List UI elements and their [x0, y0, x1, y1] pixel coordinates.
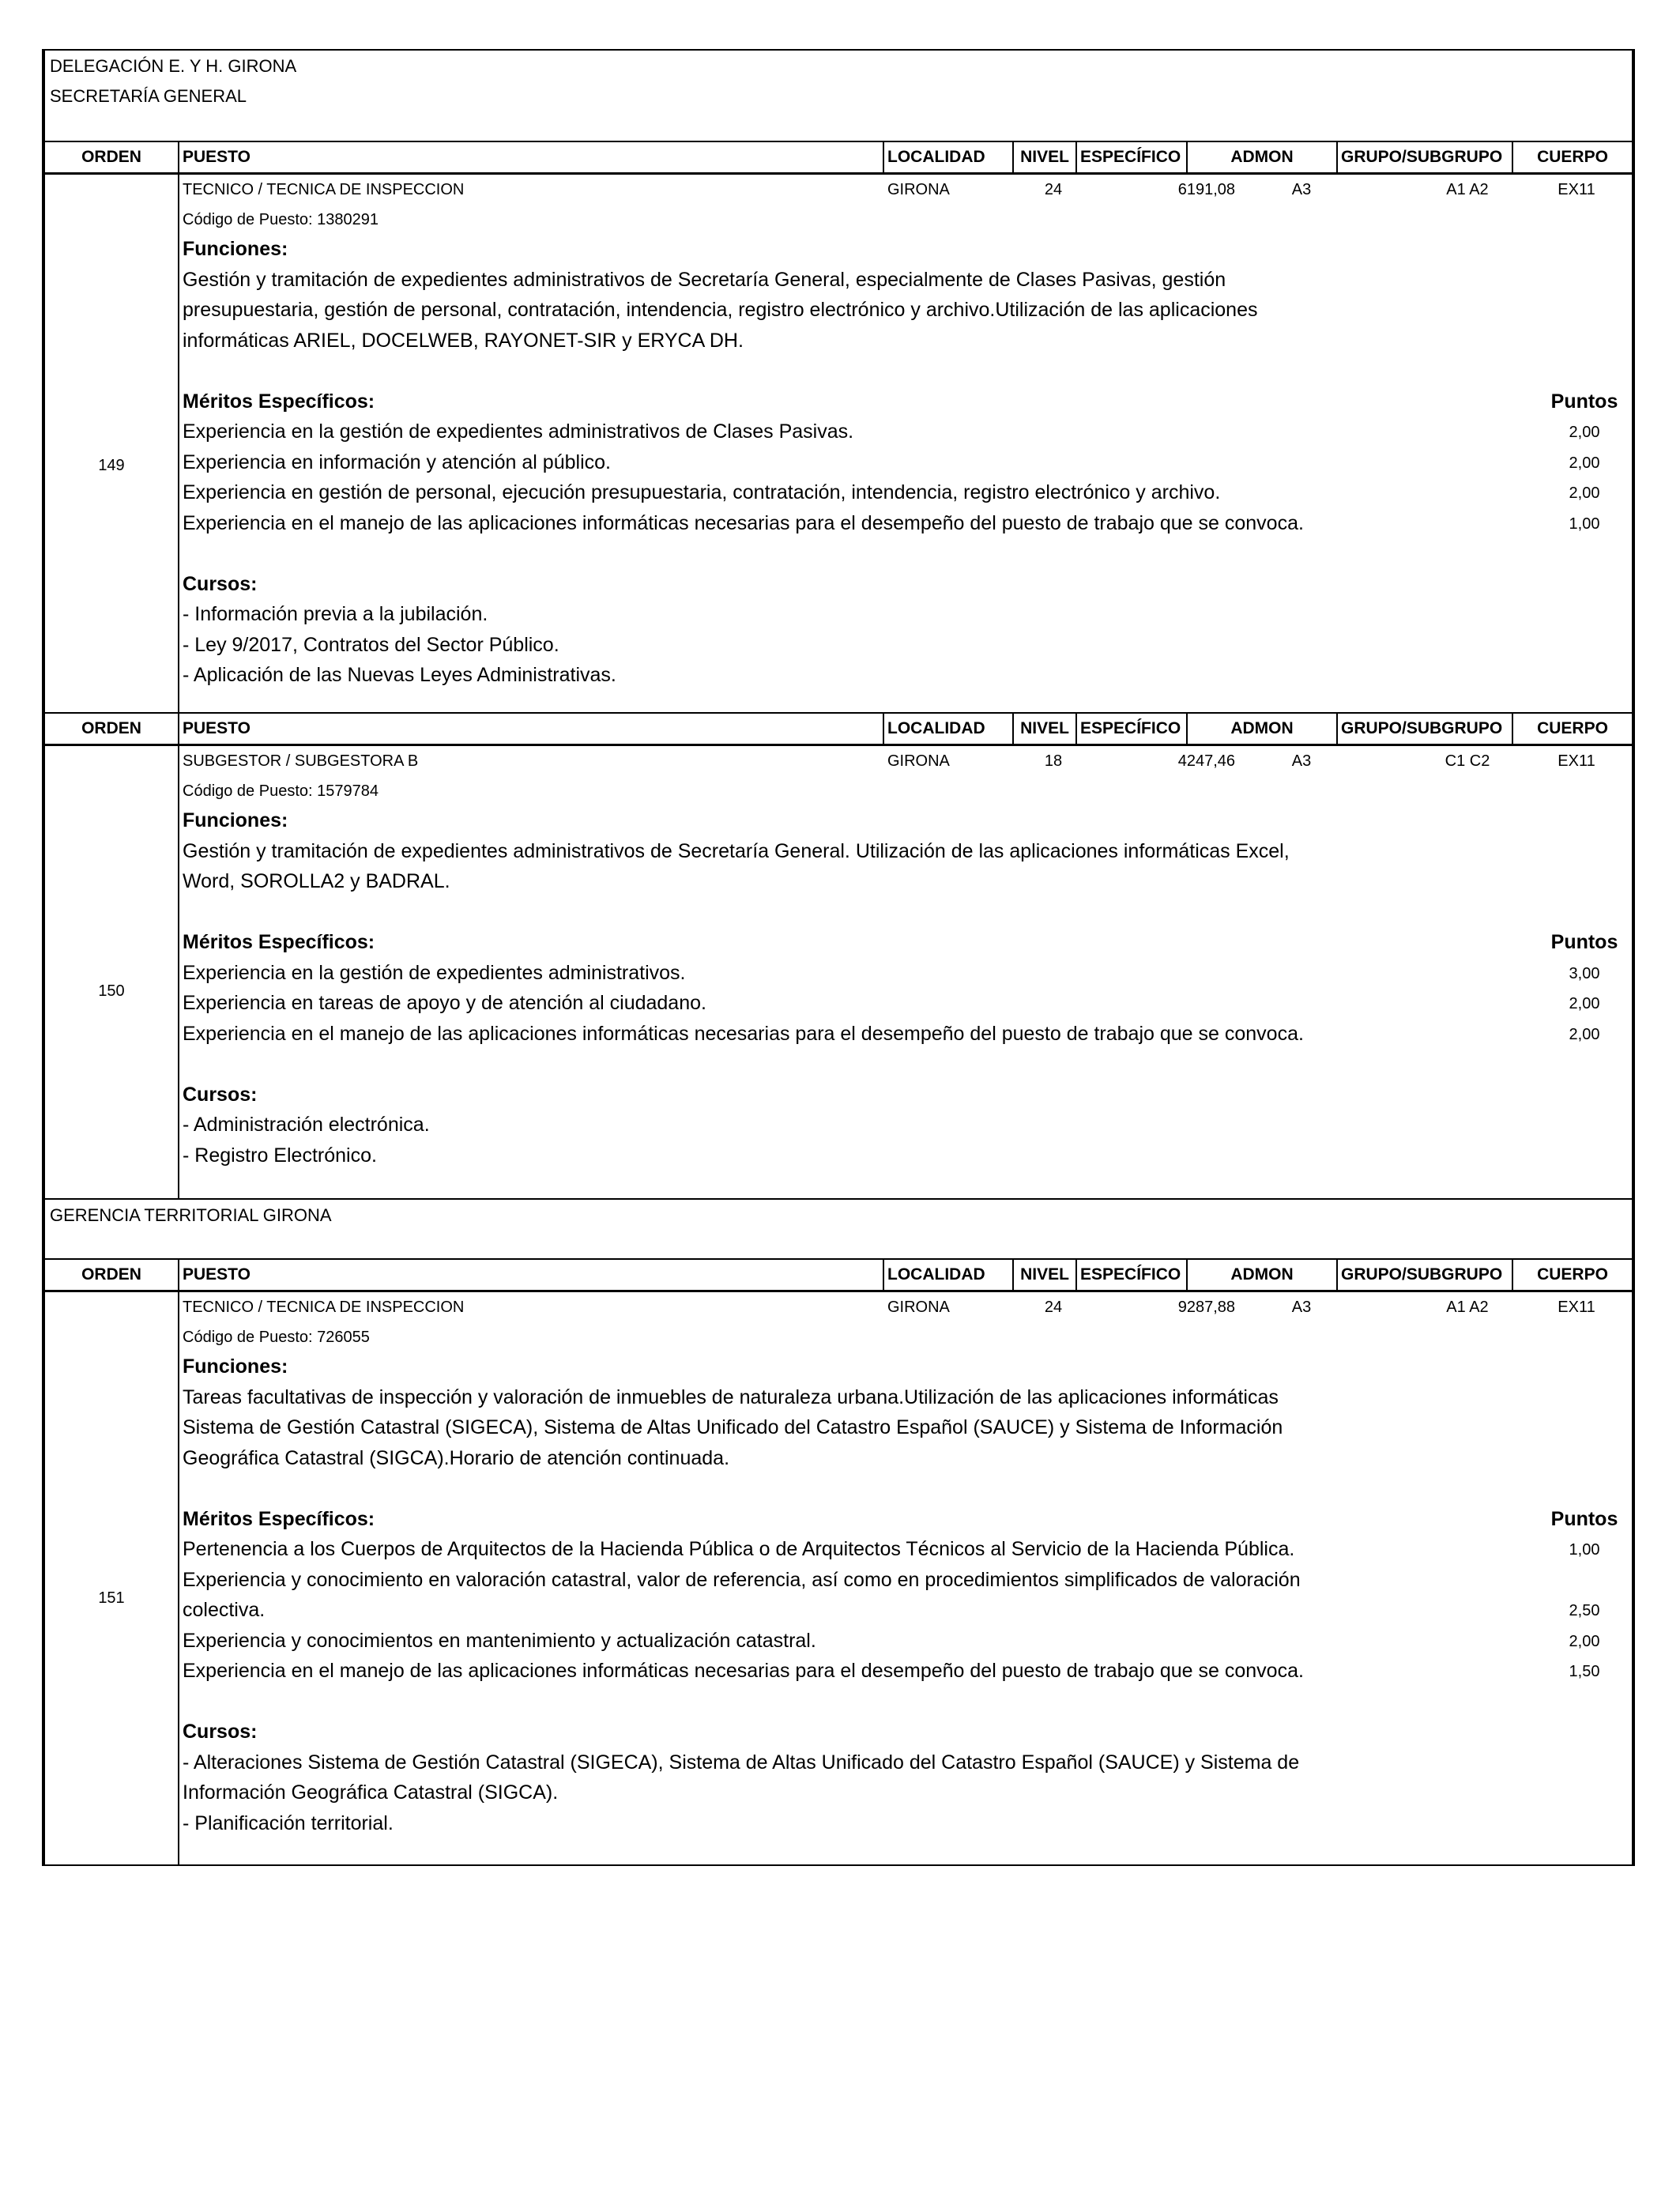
curso-line: - Información previa a la jubilación.: [183, 603, 488, 625]
funciones-line: Tareas facultativas de inspección y valoración de inmuebles de naturaleza urbana.Utilización de las aplicaciones informáticas: [183, 1385, 1279, 1408]
column-divider: [883, 142, 884, 172]
column-divider: [1336, 714, 1338, 744]
grupo-value: C1 C2: [1445, 752, 1490, 770]
column-divider: [178, 714, 179, 744]
funciones-line: presupuestaria, gestión de personal, contratación, intendencia, registro electrónico y archivo.Utilización de las aplicaciones: [183, 299, 1258, 321]
merito-puntos: 2,00: [1569, 995, 1600, 1012]
column-header-cuerpo: CUERPO: [1537, 1265, 1608, 1284]
curso-line: - Alteraciones Sistema de Gestión Catastral (SIGECA), Sistema de Altas Unificado del Catastro Español (SAUCE) y Sistema de: [183, 1751, 1300, 1774]
puntos-label: Puntos: [1550, 390, 1618, 413]
column-header-nivel: NIVEL: [1020, 1265, 1069, 1284]
especifico-value: 9287,88: [1177, 1299, 1235, 1316]
merito-line: Experiencia en el manejo de las aplicaciones informáticas necesarias para el desempeño del puesto de trabajo que se convoca.: [183, 1660, 1304, 1682]
localidad-value: GIRONA: [887, 752, 950, 770]
column-header-admon: ADMON: [1230, 1265, 1294, 1284]
column-header-puesto: PUESTO: [183, 719, 250, 737]
funciones-label: Funciones:: [183, 238, 288, 260]
funciones-label: Funciones:: [183, 1355, 288, 1378]
merito-line: Pertenencia a los Cuerpos de Arquitectos de la Hacienda Pública o de Arquitectos Técnicos al Servicio de la Hacienda Pública.: [183, 1538, 1295, 1560]
merito-puntos: 2,00: [1569, 454, 1600, 472]
column-header-grupo: GRUPO/SUBGRUPO: [1341, 148, 1503, 166]
column-header-puesto: PUESTO: [183, 1265, 250, 1284]
column-header-grupo: GRUPO/SUBGRUPO: [1341, 719, 1503, 737]
column-header-especifico: ESPECÍFICO: [1080, 1265, 1181, 1284]
funciones-line: Word, SOROLLA2 y BADRAL.: [183, 870, 450, 892]
merito-puntos: 2,00: [1569, 1632, 1600, 1650]
admon-value: A3: [1291, 181, 1312, 198]
puesto-value: SUBGESTOR / SUBGESTORA B: [183, 752, 419, 770]
orden-column: [45, 1292, 179, 1864]
column-header-admon: ADMON: [1230, 719, 1294, 737]
puntos-label: Puntos: [1550, 931, 1618, 953]
codigo-puesto: Código de Puesto: 1380291: [183, 211, 379, 228]
localidad-value: GIRONA: [887, 181, 950, 198]
nivel-value: 24: [1044, 181, 1063, 198]
merito-line: Experiencia en gestión de personal, ejecución presupuestaria, contratación, intendencia, registro electrónico y archivo.: [183, 481, 1221, 503]
meritos-label: Méritos Específicos:: [183, 931, 375, 953]
column-header-grupo: GRUPO/SUBGRUPO: [1341, 1265, 1503, 1284]
merito-line: Experiencia en información y atención al público.: [183, 450, 611, 473]
curso-line: - Ley 9/2017, Contratos del Sector Público.: [183, 633, 559, 656]
orden-value: 150: [98, 982, 125, 1000]
funciones-label: Funciones:: [183, 809, 288, 831]
codigo-puesto: Código de Puesto: 726055: [183, 1329, 370, 1346]
meritos-label: Méritos Específicos:: [183, 390, 375, 413]
column-divider: [1336, 142, 1338, 172]
merito-puntos: 1,00: [1569, 515, 1600, 533]
merito-puntos: 3,00: [1569, 964, 1600, 982]
section-header-secretaria: [45, 51, 1632, 142]
meritos-label: Méritos Específicos:: [183, 1507, 375, 1530]
column-header-nivel: NIVEL: [1020, 719, 1069, 737]
merito-line: Experiencia y conocimiento en valoración catastral, valor de referencia, así como en procedimientos simplificados de valoración: [183, 1568, 1301, 1591]
cursos-label: Cursos:: [183, 572, 258, 595]
document: [42, 49, 1635, 1866]
cursos-label: Cursos:: [183, 1721, 258, 1743]
section-title: DELEGACIÓN E. Y H. GIRONA: [50, 56, 297, 76]
cuerpo-value: EX11: [1558, 1299, 1595, 1316]
column-header-row: [45, 714, 1632, 746]
curso-line: - Aplicación de las Nuevas Leyes Administrativas.: [183, 664, 616, 686]
merito-puntos: 2,50: [1569, 1602, 1600, 1619]
puesto-value: TECNICO / TECNICA DE INSPECCION: [183, 181, 465, 198]
column-divider: [1075, 142, 1077, 172]
funciones-line: Gestión y tramitación de expedientes administrativos de Secretaría General. Utilización de las aplicaciones informáticas Excel,: [183, 839, 1290, 862]
post-151: [45, 1292, 1632, 1866]
column-divider: [178, 1260, 179, 1290]
merito-puntos: 2,00: [1569, 484, 1600, 502]
merito-line: Experiencia y conocimientos en mantenimiento y actualización catastral.: [183, 1629, 816, 1652]
column-header-nivel: NIVEL: [1020, 148, 1069, 166]
orden-column: [45, 746, 179, 1198]
column-header-orden: ORDEN: [81, 719, 141, 737]
funciones-line: informáticas ARIEL, DOCELWEB, RAYONET-SIR y ERYCA DH.: [183, 329, 744, 352]
grupo-value: A1 A2: [1446, 1299, 1489, 1316]
cursos-label: Cursos:: [183, 1083, 258, 1106]
funciones-line: Gestión y tramitación de expedientes administrativos de Secretaría General, especialmente de Clases Pasivas, gestión: [183, 268, 1226, 291]
merito-line: colectiva.: [183, 1599, 266, 1621]
curso-line: - Administración electrónica.: [183, 1114, 430, 1136]
column-divider: [883, 1260, 884, 1290]
nivel-value: 18: [1044, 752, 1063, 770]
column-header-localidad: LOCALIDAD: [887, 148, 985, 166]
column-header-puesto: PUESTO: [183, 148, 250, 166]
column-header-row: [45, 142, 1632, 175]
section-title: GERENCIA TERRITORIAL GIRONA: [50, 1205, 332, 1225]
column-divider: [883, 714, 884, 744]
merito-puntos: 1,00: [1569, 1541, 1600, 1559]
orden-column: [45, 175, 179, 712]
curso-line: Información Geográfica Catastral (SIGCA).: [183, 1781, 559, 1804]
puesto-value: TECNICO / TECNICA DE INSPECCION: [183, 1299, 465, 1316]
admon-value: A3: [1291, 752, 1312, 770]
codigo-puesto: Código de Puesto: 1579784: [183, 782, 379, 800]
localidad-value: GIRONA: [887, 1299, 950, 1316]
merito-puntos: 2,00: [1569, 1025, 1600, 1043]
column-header-cuerpo: CUERPO: [1537, 719, 1608, 737]
column-header-especifico: ESPECÍFICO: [1080, 148, 1181, 166]
cuerpo-value: EX11: [1558, 752, 1595, 770]
merito-line: Experiencia en tareas de apoyo y de atención al ciudadano.: [183, 992, 706, 1014]
post-150: [45, 746, 1632, 1200]
merito-puntos: 2,00: [1569, 424, 1600, 441]
orden-value: 151: [98, 1589, 125, 1607]
merito-line: Experiencia en el manejo de las aplicaciones informáticas necesarias para el desempeño del puesto de trabajo que se convoca.: [183, 511, 1304, 534]
section-header-gerencia: [45, 1200, 1632, 1260]
especifico-value: 6191,08: [1177, 181, 1235, 198]
admon-value: A3: [1291, 1299, 1312, 1316]
nivel-value: 24: [1044, 1299, 1063, 1316]
curso-line: - Registro Electrónico.: [183, 1144, 377, 1167]
post-149: [45, 175, 1632, 714]
column-header-admon: ADMON: [1230, 148, 1294, 166]
column-header-localidad: LOCALIDAD: [887, 719, 985, 737]
especifico-value: 4247,46: [1177, 752, 1235, 770]
merito-puntos: 1,50: [1569, 1663, 1600, 1680]
grupo-value: A1 A2: [1446, 181, 1489, 198]
column-header-orden: ORDEN: [81, 148, 141, 166]
column-header-row: [45, 1260, 1632, 1292]
merito-line: Experiencia en la gestión de expedientes administrativos.: [183, 961, 686, 984]
merito-line: Experiencia en el manejo de las aplicaciones informáticas necesarias para el desempeño del puesto de trabajo que se convoca.: [183, 1022, 1304, 1045]
column-divider: [1075, 714, 1077, 744]
column-divider: [1075, 1260, 1077, 1290]
cuerpo-value: EX11: [1558, 181, 1595, 198]
orden-value: 149: [98, 457, 125, 474]
funciones-line: Sistema de Gestión Catastral (SIGECA), Sistema de Altas Unificado del Catastro Español (SAUCE) y Sistema de Información: [183, 1416, 1283, 1438]
puntos-label: Puntos: [1550, 1507, 1618, 1530]
column-header-orden: ORDEN: [81, 1265, 141, 1284]
column-header-cuerpo: CUERPO: [1537, 148, 1608, 166]
funciones-line: Geográfica Catastral (SIGCA).Horario de atención continuada.: [183, 1446, 730, 1469]
column-header-especifico: ESPECÍFICO: [1080, 719, 1181, 737]
column-divider: [1336, 1260, 1338, 1290]
merito-line: Experiencia en la gestión de expedientes administrativos de Clases Pasivas.: [183, 420, 854, 443]
section-subtitle: SECRETARÍA GENERAL: [50, 86, 247, 106]
curso-line: - Planificación territorial.: [183, 1811, 394, 1834]
column-header-localidad: LOCALIDAD: [887, 1265, 985, 1284]
column-divider: [178, 142, 179, 172]
